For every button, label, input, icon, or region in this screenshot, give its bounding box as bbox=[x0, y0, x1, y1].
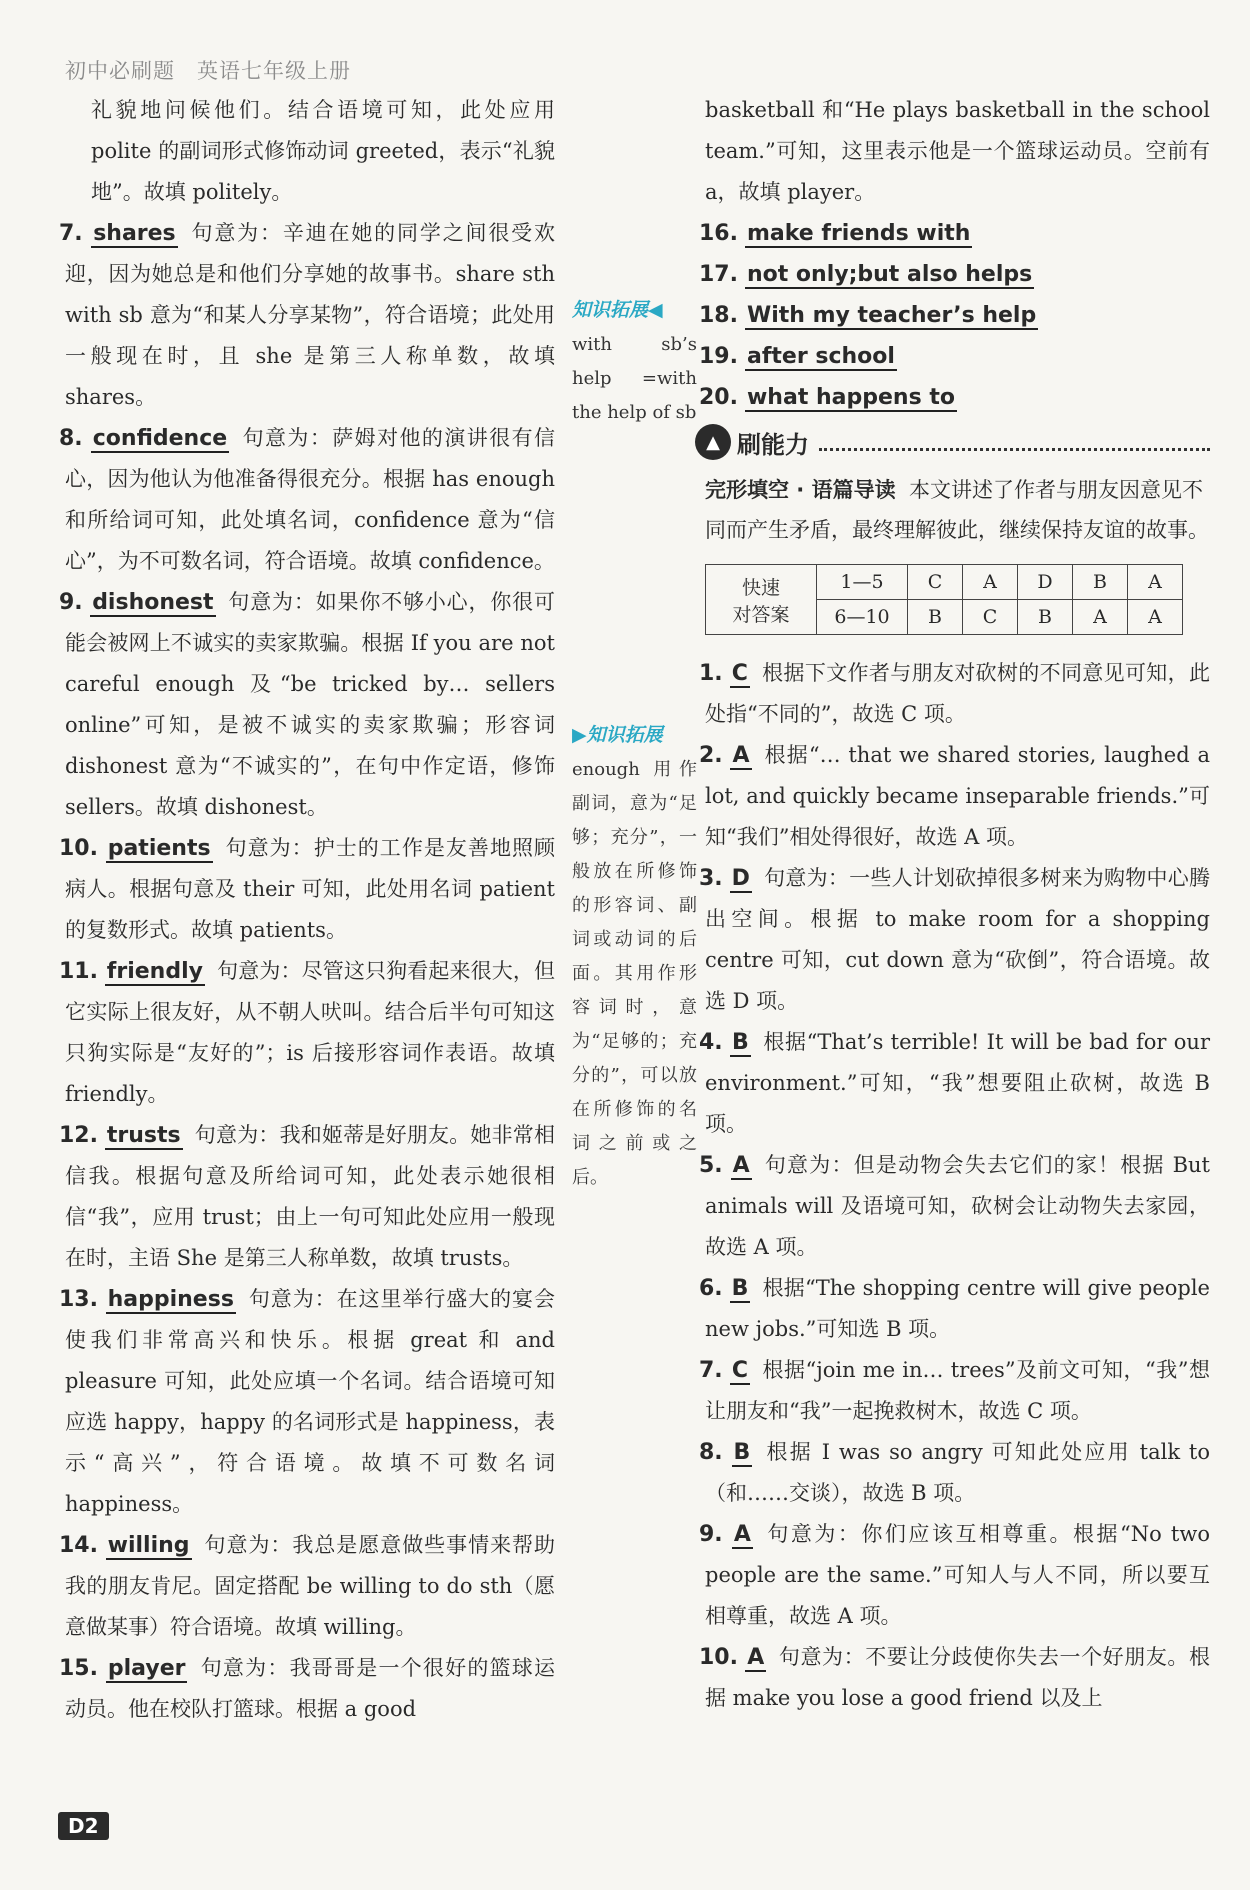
table-cell: C bbox=[908, 565, 963, 600]
item-number: 10. bbox=[59, 836, 98, 861]
answer-item bbox=[699, 1268, 1210, 1350]
table-cell: A bbox=[1128, 565, 1183, 600]
knowledge-box-2 bbox=[572, 720, 697, 1195]
table-cell: B bbox=[908, 600, 963, 635]
item-number: 9. bbox=[59, 590, 83, 615]
item-answer: A bbox=[732, 743, 750, 768]
answer-item bbox=[699, 1432, 1210, 1514]
answer-item bbox=[59, 582, 555, 828]
item-answer: happiness bbox=[107, 1287, 234, 1312]
section-badge-icon: ▲ bbox=[695, 424, 731, 460]
item-number: 5. bbox=[699, 1153, 723, 1178]
answer-item bbox=[699, 1637, 1210, 1719]
quick-answer-table bbox=[705, 564, 1183, 635]
continuation-text: 礼貌地问候他们。结合语境可知，此处应用 polite 的副词形式修饰动词 greeted，表示“礼貌地”。故填 politely。 bbox=[91, 98, 555, 204]
item-answer: dishonest bbox=[92, 590, 214, 615]
short-answer-list bbox=[699, 213, 1210, 418]
item-number: 15. bbox=[59, 1656, 98, 1681]
answer-item bbox=[699, 1514, 1210, 1637]
item-answer: B bbox=[731, 1030, 749, 1055]
item-number: 18. bbox=[699, 303, 738, 328]
item-number: 9. bbox=[699, 1522, 723, 1547]
item-explanation: 根据“… that we shared stories, laughed a lot, and quickly became inseparable friends.”可知“我们”相处得很好，故选 A 项。 bbox=[705, 743, 1210, 849]
section-header bbox=[695, 424, 1210, 460]
item-explanation: 句意为：在这里举行盛大的宴会使我们非常高兴和快乐。根据 great 和 and pleasure 可知，此处应填一个名词。结合语境可知应选 happy，happy 的名词形式是 happiness，表示“高兴”，符合语境。故填不可数名词 happiness。 bbox=[65, 1287, 555, 1516]
table-label: 快速 对答案 bbox=[706, 565, 817, 635]
item-answer: not only;but also helps bbox=[746, 262, 1033, 287]
item-number: 4. bbox=[699, 1030, 723, 1055]
item-answer: A bbox=[732, 1153, 750, 1178]
item-explanation: 根据下文作者与朋友对砍树的不同意见可知，此处指“不同的”，故选 C 项。 bbox=[705, 661, 1210, 726]
page-number: D2 bbox=[58, 1812, 109, 1840]
item-answer: C bbox=[731, 1358, 748, 1383]
item-explanation: 句意为：我和姬蒂是好朋友。她非常相信我。根据句意及所给词可知，此处表示她很相信“我”，应用 trust；由上一句可知此处应用一般现在时，主语 She 是第三人称单数，故填 trusts。 bbox=[65, 1123, 555, 1270]
item-answer: shares bbox=[93, 221, 176, 246]
item-number: 8. bbox=[59, 426, 83, 451]
item-answer: A bbox=[733, 1522, 751, 1547]
item-answer: after school bbox=[746, 344, 895, 369]
table-range: 1—5 bbox=[817, 565, 908, 600]
item-explanation: 句意为：我哥哥是一个很好的篮球运动员。他在校队打篮球。根据 a good bbox=[65, 1656, 555, 1721]
item-answer: willing bbox=[107, 1533, 190, 1558]
item-explanation: 句意为：护士的工作是友善地照顾病人。根据句意及 their 可知，此处用名词 patient 的复数形式。故填 patients。 bbox=[65, 836, 556, 942]
answer-item bbox=[59, 951, 555, 1115]
dotted-divider bbox=[819, 434, 1210, 451]
answer-item bbox=[59, 1115, 555, 1279]
table-cell: C bbox=[963, 600, 1018, 635]
item-number: 16. bbox=[699, 221, 738, 246]
item-answer: make friends with bbox=[746, 221, 971, 246]
item-number: 1. bbox=[699, 661, 723, 686]
answer-item bbox=[59, 828, 556, 951]
item-number: 7. bbox=[59, 221, 83, 246]
table-cell: D bbox=[1018, 565, 1073, 600]
item-explanation: 根据 I was so angry 可知此处应用 talk to（和……交谈），故选 B 项。 bbox=[705, 1440, 1210, 1505]
item-answer: patients bbox=[107, 836, 211, 861]
answer-item bbox=[699, 295, 1210, 336]
item-explanation: 根据“The shopping centre will give people new jobs.”可知选 B 项。 bbox=[705, 1276, 1210, 1341]
answer-item bbox=[699, 735, 1210, 858]
item-answer: confidence bbox=[92, 426, 228, 451]
item-number: 19. bbox=[699, 344, 738, 369]
answer-item bbox=[699, 336, 1210, 377]
item-number: 11. bbox=[59, 959, 98, 984]
cloze-answer-list bbox=[699, 653, 1210, 1719]
knowledge-text: with sb’s help =with the help of sb bbox=[572, 334, 697, 423]
item-number: 12. bbox=[59, 1123, 98, 1148]
item-answer: B bbox=[731, 1276, 749, 1301]
answer-item bbox=[699, 858, 1210, 1022]
answer-item bbox=[699, 254, 1210, 295]
answer-item bbox=[699, 653, 1210, 735]
item-answer: trusts bbox=[106, 1123, 181, 1148]
table-cell: B bbox=[1018, 600, 1073, 635]
item-number: 10. bbox=[699, 1645, 738, 1670]
knowledge-text: enough 用作副词，意为“足够；充分”，一般放在所修饰的形容词、副词或动词的后面。其用作形容词时，意为“足够的；充分的”，可以放在所修饰的名词之前或之后。 bbox=[572, 759, 697, 1188]
table-cell: A bbox=[963, 565, 1018, 600]
knowledge-box-1 bbox=[572, 295, 697, 430]
item-answer: With my teacher’s help bbox=[746, 303, 1037, 328]
item-answer: C bbox=[731, 661, 748, 686]
answer-item bbox=[59, 1279, 555, 1525]
item-explanation: 句意为：我总是愿意做些事情来帮助我的朋友肯尼。固定搭配 be willing to do sth（愿意做某事）符合语境。故填 willing。 bbox=[65, 1533, 556, 1639]
item-explanation: 句意为：但是动物会失去它们的家！根据 But animals will 及语境可知，砍树会让动物失去家园，故选 A 项。 bbox=[705, 1153, 1210, 1259]
item-number: 17. bbox=[699, 262, 738, 287]
item-number: 20. bbox=[699, 385, 738, 410]
left-column bbox=[59, 90, 556, 1730]
item-answer: B bbox=[733, 1440, 751, 1465]
section-title: 刷能力 bbox=[737, 430, 809, 459]
answer-item bbox=[59, 1648, 555, 1730]
continuation-text: basketball 和“He plays basketball in the school team.”可知，这里表示他是一个篮球运动员。空前有 a，故填 player。 bbox=[705, 98, 1210, 204]
item-number: 7. bbox=[699, 1358, 723, 1383]
intro-label: 完形填空 · 语篇导读 bbox=[705, 478, 896, 502]
item-explanation: 根据“join me in… trees”及前文可知，“我”想让朋友和“我”一起挽救树木，故选 C 项。 bbox=[705, 1358, 1210, 1423]
table-cell: B bbox=[1073, 565, 1128, 600]
item-explanation: 根据“That’s terrible! It will be bad for our environment.”可知，“我”想要阻止砍树，故选 B 项。 bbox=[705, 1030, 1210, 1136]
item-explanation: 句意为：不要让分歧使你失去一个好朋友。根据 make you lose a good friend 以及上 bbox=[705, 1645, 1210, 1710]
item-answer: player bbox=[107, 1656, 186, 1681]
item-explanation: 句意为：你们应该互相尊重。根据“No two people are the same.”可知人与人不同，所以要互相尊重，故选 A 项。 bbox=[705, 1522, 1210, 1628]
answer-item bbox=[59, 213, 555, 418]
answer-item bbox=[59, 418, 555, 582]
item-explanation: 句意为：如果你不够小心，你很可能会被网上不诚实的卖家欺骗。根据 If you are not careful enough 及“be tricked by… sellers online”可知，是被不诚实的卖家欺骗；形容词 dishonest 意为“不诚实的”，在句中作定语，修饰 sellers。故填 dishonest。 bbox=[65, 590, 555, 819]
item-answer: D bbox=[731, 866, 750, 891]
knowledge-tag: ▶知识拓展 bbox=[572, 724, 663, 746]
item-explanation: 句意为：一些人计划砍掉很多树来为购物中心腾出空间。根据 to make room for a shopping centre 可知，cut down 意为“砍倒”，符合语境。故选 D 项。 bbox=[705, 866, 1210, 1013]
answer-item bbox=[699, 1145, 1210, 1268]
item-answer: what happens to bbox=[746, 385, 955, 410]
left-answer-list bbox=[59, 213, 556, 1730]
right-column bbox=[699, 90, 1210, 1719]
item-answer: friendly bbox=[106, 959, 203, 984]
item-explanation: 句意为：辛迪在她的同学之间很受欢迎，因为她总是和他们分享她的故事书。share sth with sb 意为“和某人分享某物”，符合语境；此处用一般现在时，且 she 是第三人称单数，故填 shares。 bbox=[65, 221, 555, 409]
item-number: 8. bbox=[699, 1440, 723, 1465]
item-explanation: 句意为：萨姆对他的演讲很有信心，因为他认为他准备得很充分。根据 has enough 和所给词可知，此处填名词，confidence 意为“信心”，为不可数名词，符合语境。故填 confidence。 bbox=[65, 426, 555, 573]
table-range: 6—10 bbox=[817, 600, 908, 635]
item-explanation: 句意为：尽管这只狗看起来很大，但它实际上很友好，从不朝人吠叫。结合后半句可知这只狗实际是“友好的”；is 后接形容词作表语。故填 friendly。 bbox=[65, 959, 555, 1106]
answer-item bbox=[699, 1350, 1210, 1432]
table-cell: A bbox=[1128, 600, 1183, 635]
item-number: 2. bbox=[699, 743, 723, 768]
passage-intro bbox=[705, 470, 1210, 550]
table-cell: A bbox=[1073, 600, 1128, 635]
item-answer: A bbox=[747, 1645, 765, 1670]
answer-item bbox=[699, 377, 1210, 418]
item-number: 3. bbox=[699, 866, 723, 891]
answer-item bbox=[59, 1525, 556, 1648]
answer-item bbox=[699, 213, 1210, 254]
page-header: 初中必刷题 英语七年级上册 bbox=[65, 59, 351, 83]
answer-item bbox=[699, 1022, 1210, 1145]
item-number: 14. bbox=[59, 1533, 98, 1558]
intro-text: 本文讲述了作者与朋友因意见不同而产生矛盾，最终理解彼此，继续保持友谊的故事。 bbox=[705, 478, 1209, 542]
item-number: 6. bbox=[699, 1276, 723, 1301]
knowledge-tag: 知识拓展◀ bbox=[572, 299, 663, 321]
item-number: 13. bbox=[59, 1287, 98, 1312]
